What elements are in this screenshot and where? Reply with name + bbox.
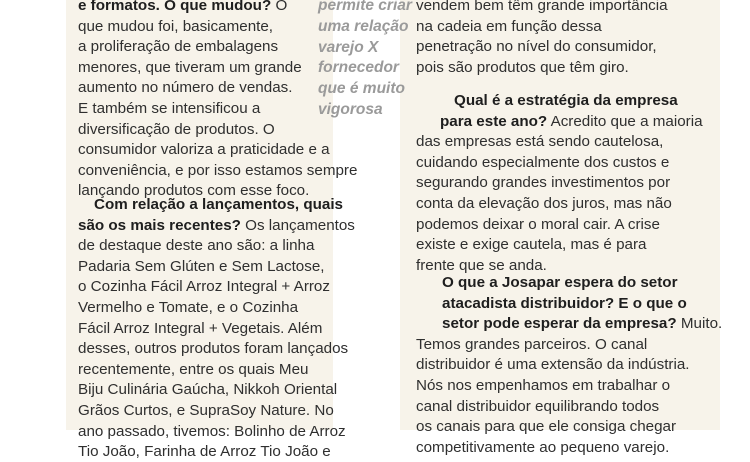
- right-column-line: [416, 58, 629, 78]
- pull-quote-line: varejo X: [318, 38, 379, 56]
- left-column-line: [78, 257, 325, 277]
- bold-question: O que a Josapar espera do setor: [442, 274, 678, 291]
- right-column-line: [442, 273, 678, 293]
- body-text: frente que se anda.: [416, 256, 547, 274]
- left-column-line: [78, 140, 330, 160]
- bold-question: para este ano?: [440, 112, 548, 130]
- left-column-line: [78, 298, 298, 318]
- right-column-line: [416, 0, 668, 16]
- body-text: competitivamente ao pequeno varejo.: [416, 438, 670, 456]
- body-text: Grãos Curtos, e SupraSoy Nature. No: [78, 402, 334, 419]
- left-column-line: [78, 422, 346, 442]
- bold-question: atacadista distribuidor? E o que o: [442, 294, 687, 312]
- body-text: Acredito que a maioria: [547, 112, 703, 130]
- left-column-line: [78, 442, 331, 462]
- body-text: podemos deixar o moral cair. A crise: [416, 215, 660, 233]
- pull-quote-line: permite criar: [318, 0, 412, 14]
- body-text: Biju Culinária Gaúcha, Nikkoh Oriental: [78, 381, 338, 399]
- body-text: Temos grandes parceiros. O canal: [416, 335, 648, 353]
- body-text: conveniência, e por isso estamos sempre: [78, 161, 358, 179]
- right-column-line: [416, 438, 669, 458]
- pull-quote-line: uma relação: [318, 17, 409, 35]
- body-text: Fácil Arroz Integral + Vegetais. Além: [78, 319, 323, 337]
- right-column-line: [440, 112, 703, 132]
- bold-question: Com relação a lançamentos, quais: [94, 196, 343, 213]
- left-column-line: [78, 277, 330, 297]
- body-text: existe e exige cautela, mas é para: [416, 236, 647, 254]
- right-column-line: [416, 376, 670, 396]
- left-column-line: [78, 360, 308, 380]
- body-text: pois são produtos que têm giro.: [416, 58, 629, 76]
- right-column-line: [416, 17, 602, 37]
- right-column-line: [416, 235, 646, 255]
- body-text: o Cozinha Fácil Arroz Integral + Arroz: [78, 278, 330, 296]
- body-text: O: [271, 0, 288, 14]
- bold-question: são os mais recentes?: [78, 216, 241, 234]
- pull-quote-line: vigorosa: [318, 101, 383, 118]
- left-column-line: [78, 236, 314, 256]
- body-text: penetração no nível do consumidor,: [416, 38, 657, 56]
- right-column-line: [416, 132, 663, 152]
- right-column-line: [416, 417, 676, 437]
- left-column-line: [78, 99, 260, 119]
- body-text: Muito.: [676, 315, 723, 333]
- body-text: lançando produtos com esse foco.: [78, 182, 310, 200]
- right-column-line: [416, 397, 659, 417]
- bold-question: e formatos. O que mudou?: [78, 0, 272, 14]
- body-text: vendem bem têm grande importância: [416, 0, 668, 14]
- body-text: Tio João, Farinha de Arroz Tio João e: [78, 443, 331, 461]
- body-text: conta da elevação dos juros, mas não: [416, 195, 672, 212]
- right-column-line: [416, 335, 647, 355]
- body-text: na cadeia em função dessa: [416, 17, 602, 35]
- left-column-line: [78, 37, 278, 57]
- body-text: a proliferação de embalagens: [78, 38, 279, 56]
- left-column-line: [94, 195, 343, 215]
- body-text: das empresas está sendo cautelosa,: [416, 133, 664, 151]
- pull-quote-line: fornecedor: [318, 59, 399, 77]
- bold-question: setor pode esperar da empresa?: [442, 315, 677, 333]
- body-text: menores, que tiveram um grande: [78, 58, 302, 76]
- right-column-line: [416, 37, 657, 57]
- left-column-line: [78, 58, 302, 78]
- left-column-line: [78, 339, 348, 359]
- body-text: aumento no número de vendas.: [78, 79, 293, 97]
- body-text: diversificação de produtos. O: [78, 120, 275, 138]
- body-text: os canais para que ele consiga chegar: [416, 418, 677, 436]
- left-column-line: [78, 161, 357, 181]
- left-column-line: [78, 380, 337, 400]
- body-text: distribuidor é uma extensão da indústria.: [416, 356, 690, 374]
- body-text: cuidando especialmente dos custos e: [416, 153, 670, 171]
- body-text: Os lançamentos: [240, 216, 355, 234]
- left-column-line: [78, 319, 322, 339]
- right-column-line: [454, 91, 678, 111]
- body-text: E também se intensificou a: [78, 100, 261, 117]
- left-column-line: [78, 401, 334, 421]
- right-column-line: [416, 215, 660, 235]
- right-column-line: [416, 194, 672, 214]
- body-text: recentemente, entre os quais Meu: [78, 360, 309, 378]
- left-column-line: [78, 0, 287, 16]
- body-text: Vermelho e Tomate, e o Cozinha: [78, 299, 299, 316]
- right-column-line: [416, 153, 669, 173]
- body-text: consumidor valoriza a praticidade e a: [78, 141, 330, 159]
- bold-question: Qual é a estratégia da empresa: [454, 92, 678, 109]
- right-column-line: [442, 294, 687, 314]
- right-column-line: [416, 355, 690, 375]
- body-text: segurando grandes investimentos por: [416, 174, 671, 192]
- body-text: ano passado, tivemos: Bolinho de Arroz: [78, 422, 346, 440]
- right-column-line: [442, 314, 722, 334]
- body-text: Nós nos empenhamos em trabalhar o: [416, 377, 671, 394]
- left-column-line: [78, 216, 355, 236]
- body-text: que mudou foi, basicamente,: [78, 17, 274, 35]
- body-text: canal distribuidor equilibrando todos: [416, 397, 660, 415]
- left-column-line: [78, 120, 275, 140]
- right-column-line: [416, 173, 670, 193]
- body-text: Padaria Sem Glúten e Sem Lactose,: [78, 257, 325, 275]
- left-column-line: [78, 17, 273, 37]
- body-text: de destaque deste ano são: a linha: [78, 237, 315, 255]
- pull-quote-line: que é muito: [318, 80, 405, 98]
- body-text: desses, outros produtos foram lançados: [78, 340, 349, 358]
- left-column-line: [78, 78, 292, 98]
